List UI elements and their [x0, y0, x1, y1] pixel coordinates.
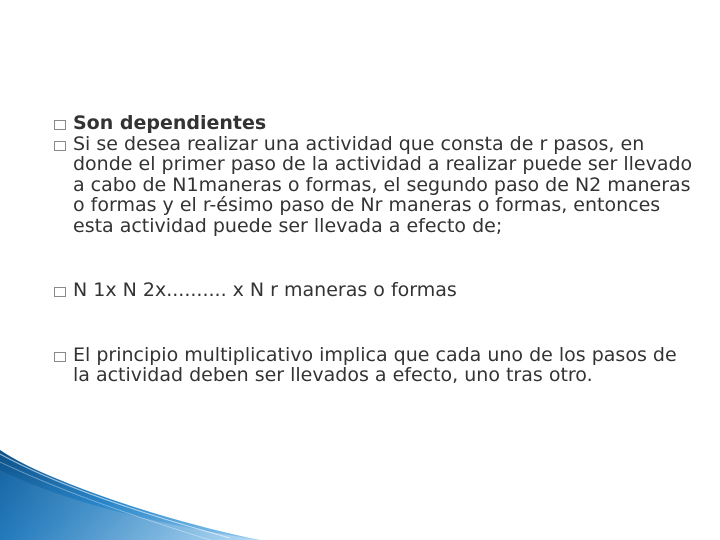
bullet-box-icon	[54, 141, 66, 151]
bullet-item-2	[54, 134, 694, 237]
bullet-box-icon	[54, 287, 66, 297]
bullet-item-3	[54, 280, 694, 301]
bullet-item-4	[54, 345, 694, 386]
bullet-text: Si se desea realizar una actividad que consta de r pasos, en donde el primer paso de la actividad a realizar puede ser llevado a cabo de N1maneras o formas, el segundo paso de N2 maneras o formas y el r-ésimo paso de Nr maneras o formas, entonces esta actividad puede ser llevada a efecto de;	[73, 132, 693, 237]
bullet-list	[54, 113, 694, 386]
bullet-text: Son dependientes	[73, 112, 267, 134]
bullet-box-icon	[54, 120, 66, 130]
bullet-item-1	[54, 113, 694, 134]
bullet-text: N 1x N 2x.......... x N r maneras o formas	[73, 279, 457, 301]
corner-wave-decoration	[0, 450, 260, 540]
bullet-text: El principio multiplicativo implica que cada uno de los pasos de la actividad deben ser llevados a efecto, uno tras otro.	[73, 343, 677, 386]
bullet-box-icon	[54, 352, 66, 362]
